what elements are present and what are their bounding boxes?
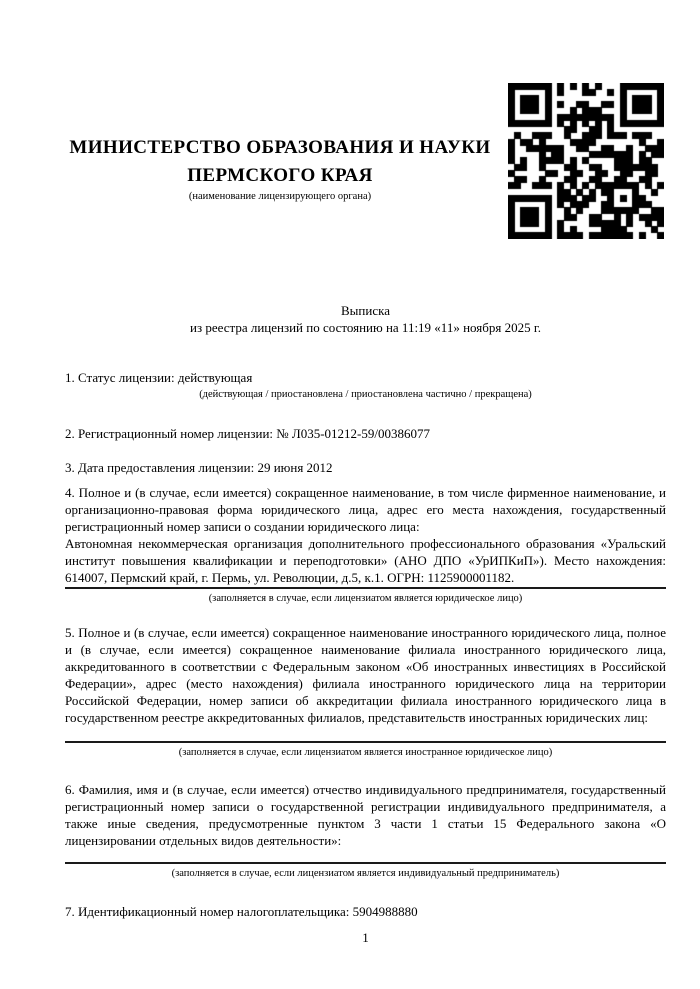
ministry-name-line1: МИНИСТЕРСТВО ОБРАЗОВАНИЯ И НАУКИ [69, 137, 491, 158]
ministry-name-line2: ПЕРМСКОГО КРАЯ [187, 165, 373, 186]
legal-entity-value: Автономная некоммерческая организация дополнительного профессионального образования «Уральский институт повышения квалификации и переподготовки» (АНО ДПО «УрИПКиП»). Место нахождения: 614007, Пермский край, г. Пермь, ул. Революции, д.5, к.1. ОГРН: 1125900001182. [65, 536, 666, 585]
grant-date-line: 3. Дата предоставления лицензии: 29 июня 2012 [65, 460, 333, 475]
document-title-block [65, 302, 666, 336]
document-subtitle: из реестра лицензий по состоянию на 11:19 «11» ноября 2025 г. [190, 320, 541, 335]
legal-entity-fill-line [65, 587, 666, 589]
foreign-entity-section [65, 624, 666, 726]
license-status-line: 1. Статус лицензии: действующая [65, 370, 253, 385]
legal-entity-section [65, 484, 666, 586]
legal-entity-note: (заполняется в случае, если лицензиатом является юридическое лицо) [208, 593, 523, 604]
document-title: Выписка [341, 303, 390, 318]
licensing-authority-header [55, 134, 505, 204]
legal-entity-question: 4. Полное и (в случае, если имеется) сокращенное наименование, в том числе фирменное наименование, и организационно-правовая форма юридического лица, адрес его места нахождения, государственный регистрационный номер записи о создании юридического лица: [65, 485, 666, 534]
foreign-entity-fill-line [65, 741, 666, 743]
entrepreneur-fill-line [65, 862, 666, 864]
entrepreneur-question: 6. Фамилия, имя и (в случае, если имеется) отчество индивидуального предпринимателя, государственный регистрационный номер записи о государственной регистрации индивидуального предпринимателя, а также иные сведения, предусмотренные пунктом 3 части 1 статьи 15 Федерального закона «О лицензировании отдельных видов деятельности»: [65, 782, 666, 848]
foreign-entity-question: 5. Полное и (в случае, если имеется) сокращенное наименование иностранного юридического лица, полное и (в случае, если имеется) сокращенное наименование филиала иностранного юридического лица, аккредитованного в соответствии с Федеральным законом «Об иностранных инвестициях в Российской Федерации», адрес (место нахождения) филиала иностранного юридического лица на территории Российской Федерации, номер записи об аккредитации филиала иностранного юридического лица в государственном реестре аккредитованных филиалов, представительств иностранных юридических лиц: [65, 625, 666, 725]
licensing-authority-caption: (наименование лицензирующего органа) [188, 191, 372, 202]
entrepreneur-note: (заполняется в случае, если лицензиатом является индивидуальный предприниматель) [171, 868, 560, 879]
entrepreneur-section [65, 781, 666, 849]
license-status-note: (действующая / приостановлена / приостановлена частично / прекращена) [199, 389, 532, 400]
qr-code-icon [508, 83, 664, 239]
page-number: 1 [362, 930, 369, 945]
registration-number-line: 2. Регистрационный номер лицензии: № Л035-01212-59/00386077 [65, 426, 431, 441]
foreign-entity-note: (заполняется в случае, если лицензиатом является иностранное юридическое лицо) [178, 747, 553, 758]
document-body [65, 302, 666, 920]
taxpayer-id-line: 7. Идентификационный номер налогоплательщика: 5904988880 [65, 904, 418, 919]
